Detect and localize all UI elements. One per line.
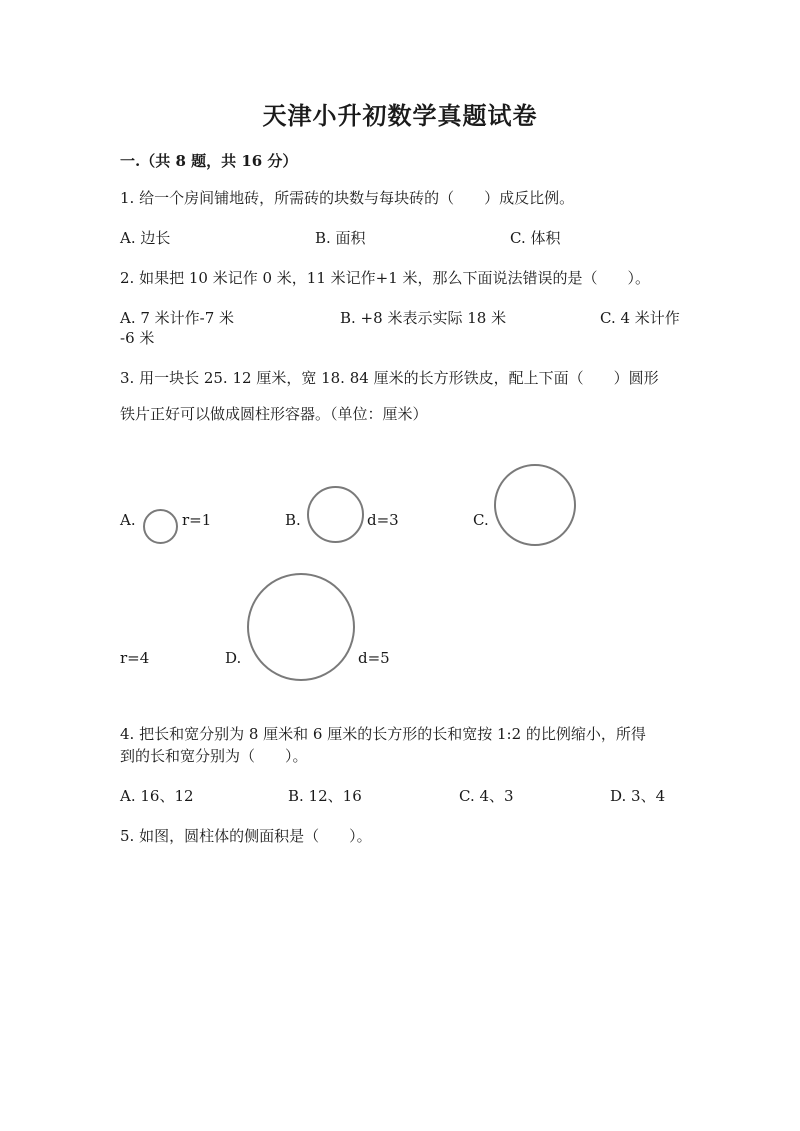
question-2-option-b[interactable]: B. +8 米表示实际 18 米 xyxy=(340,309,507,327)
question-4-option-b[interactable]: B. 12、16 xyxy=(288,787,362,805)
circle-c-figure xyxy=(494,464,576,546)
question-3-option-a-label: r=1 xyxy=(182,511,212,529)
question-4-option-c[interactable]: C. 4、3 xyxy=(459,787,514,805)
question-1-option-b[interactable]: B. 面积 xyxy=(315,229,366,247)
section-heading: 一.（共 8 题，共 16 分） xyxy=(120,152,298,170)
question-4-stem-line-2: 到的长和宽分别为（ ）。 xyxy=(120,747,308,765)
question-3-option-d-letter[interactable]: D. xyxy=(225,649,242,667)
question-3-option-c-label: r=4 xyxy=(120,649,150,667)
question-2-option-c-continued: -6 米 xyxy=(120,329,155,347)
circle-d-figure xyxy=(247,573,355,681)
question-3-option-b-letter[interactable]: B. xyxy=(285,511,301,529)
question-1-option-c[interactable]: C. 体积 xyxy=(510,229,561,247)
question-2-option-c[interactable]: C. 4 米计作 xyxy=(600,309,680,327)
question-5-stem: 5. 如图，圆柱体的侧面积是（ ）。 xyxy=(120,827,372,845)
question-2-stem: 2. 如果把 10 米记作 0 米，11 米记作+1 米，那么下面说法错误的是（ ）。 xyxy=(120,269,651,287)
question-3-option-d-label: d=5 xyxy=(358,649,390,667)
question-4-stem-line-1: 4. 把长和宽分别为 8 厘米和 6 厘米的长方形的长和宽按 1:2 的比例缩小，所得 xyxy=(120,725,646,743)
question-3-option-a-letter[interactable]: A. xyxy=(120,511,136,529)
question-1-option-a[interactable]: A. 边长 xyxy=(120,229,171,247)
question-3-option-b-label: d=3 xyxy=(367,511,399,529)
circle-b-figure xyxy=(307,486,364,543)
question-3-stem-line-1: 3. 用一块长 25. 12 厘米，宽 18. 84 厘米的长方形铁皮，配上下面（ ）圆形 xyxy=(120,369,659,387)
page-title: 天津小升初数学真题试卷 xyxy=(262,101,538,130)
circle-a-figure xyxy=(143,509,178,544)
question-1-stem: 1. 给一个房间铺地砖，所需砖的块数与每块砖的（ ）成反比例。 xyxy=(120,189,575,207)
question-4-option-a[interactable]: A. 16、12 xyxy=(120,787,194,805)
question-3-stem-line-2: 铁片正好可以做成圆柱形容器。（单位：厘米） xyxy=(120,405,428,423)
question-2-option-a[interactable]: A. 7 米计作-7 米 xyxy=(120,309,235,327)
question-4-option-d[interactable]: D. 3、4 xyxy=(610,787,666,805)
question-3-option-c-letter[interactable]: C. xyxy=(473,511,489,529)
